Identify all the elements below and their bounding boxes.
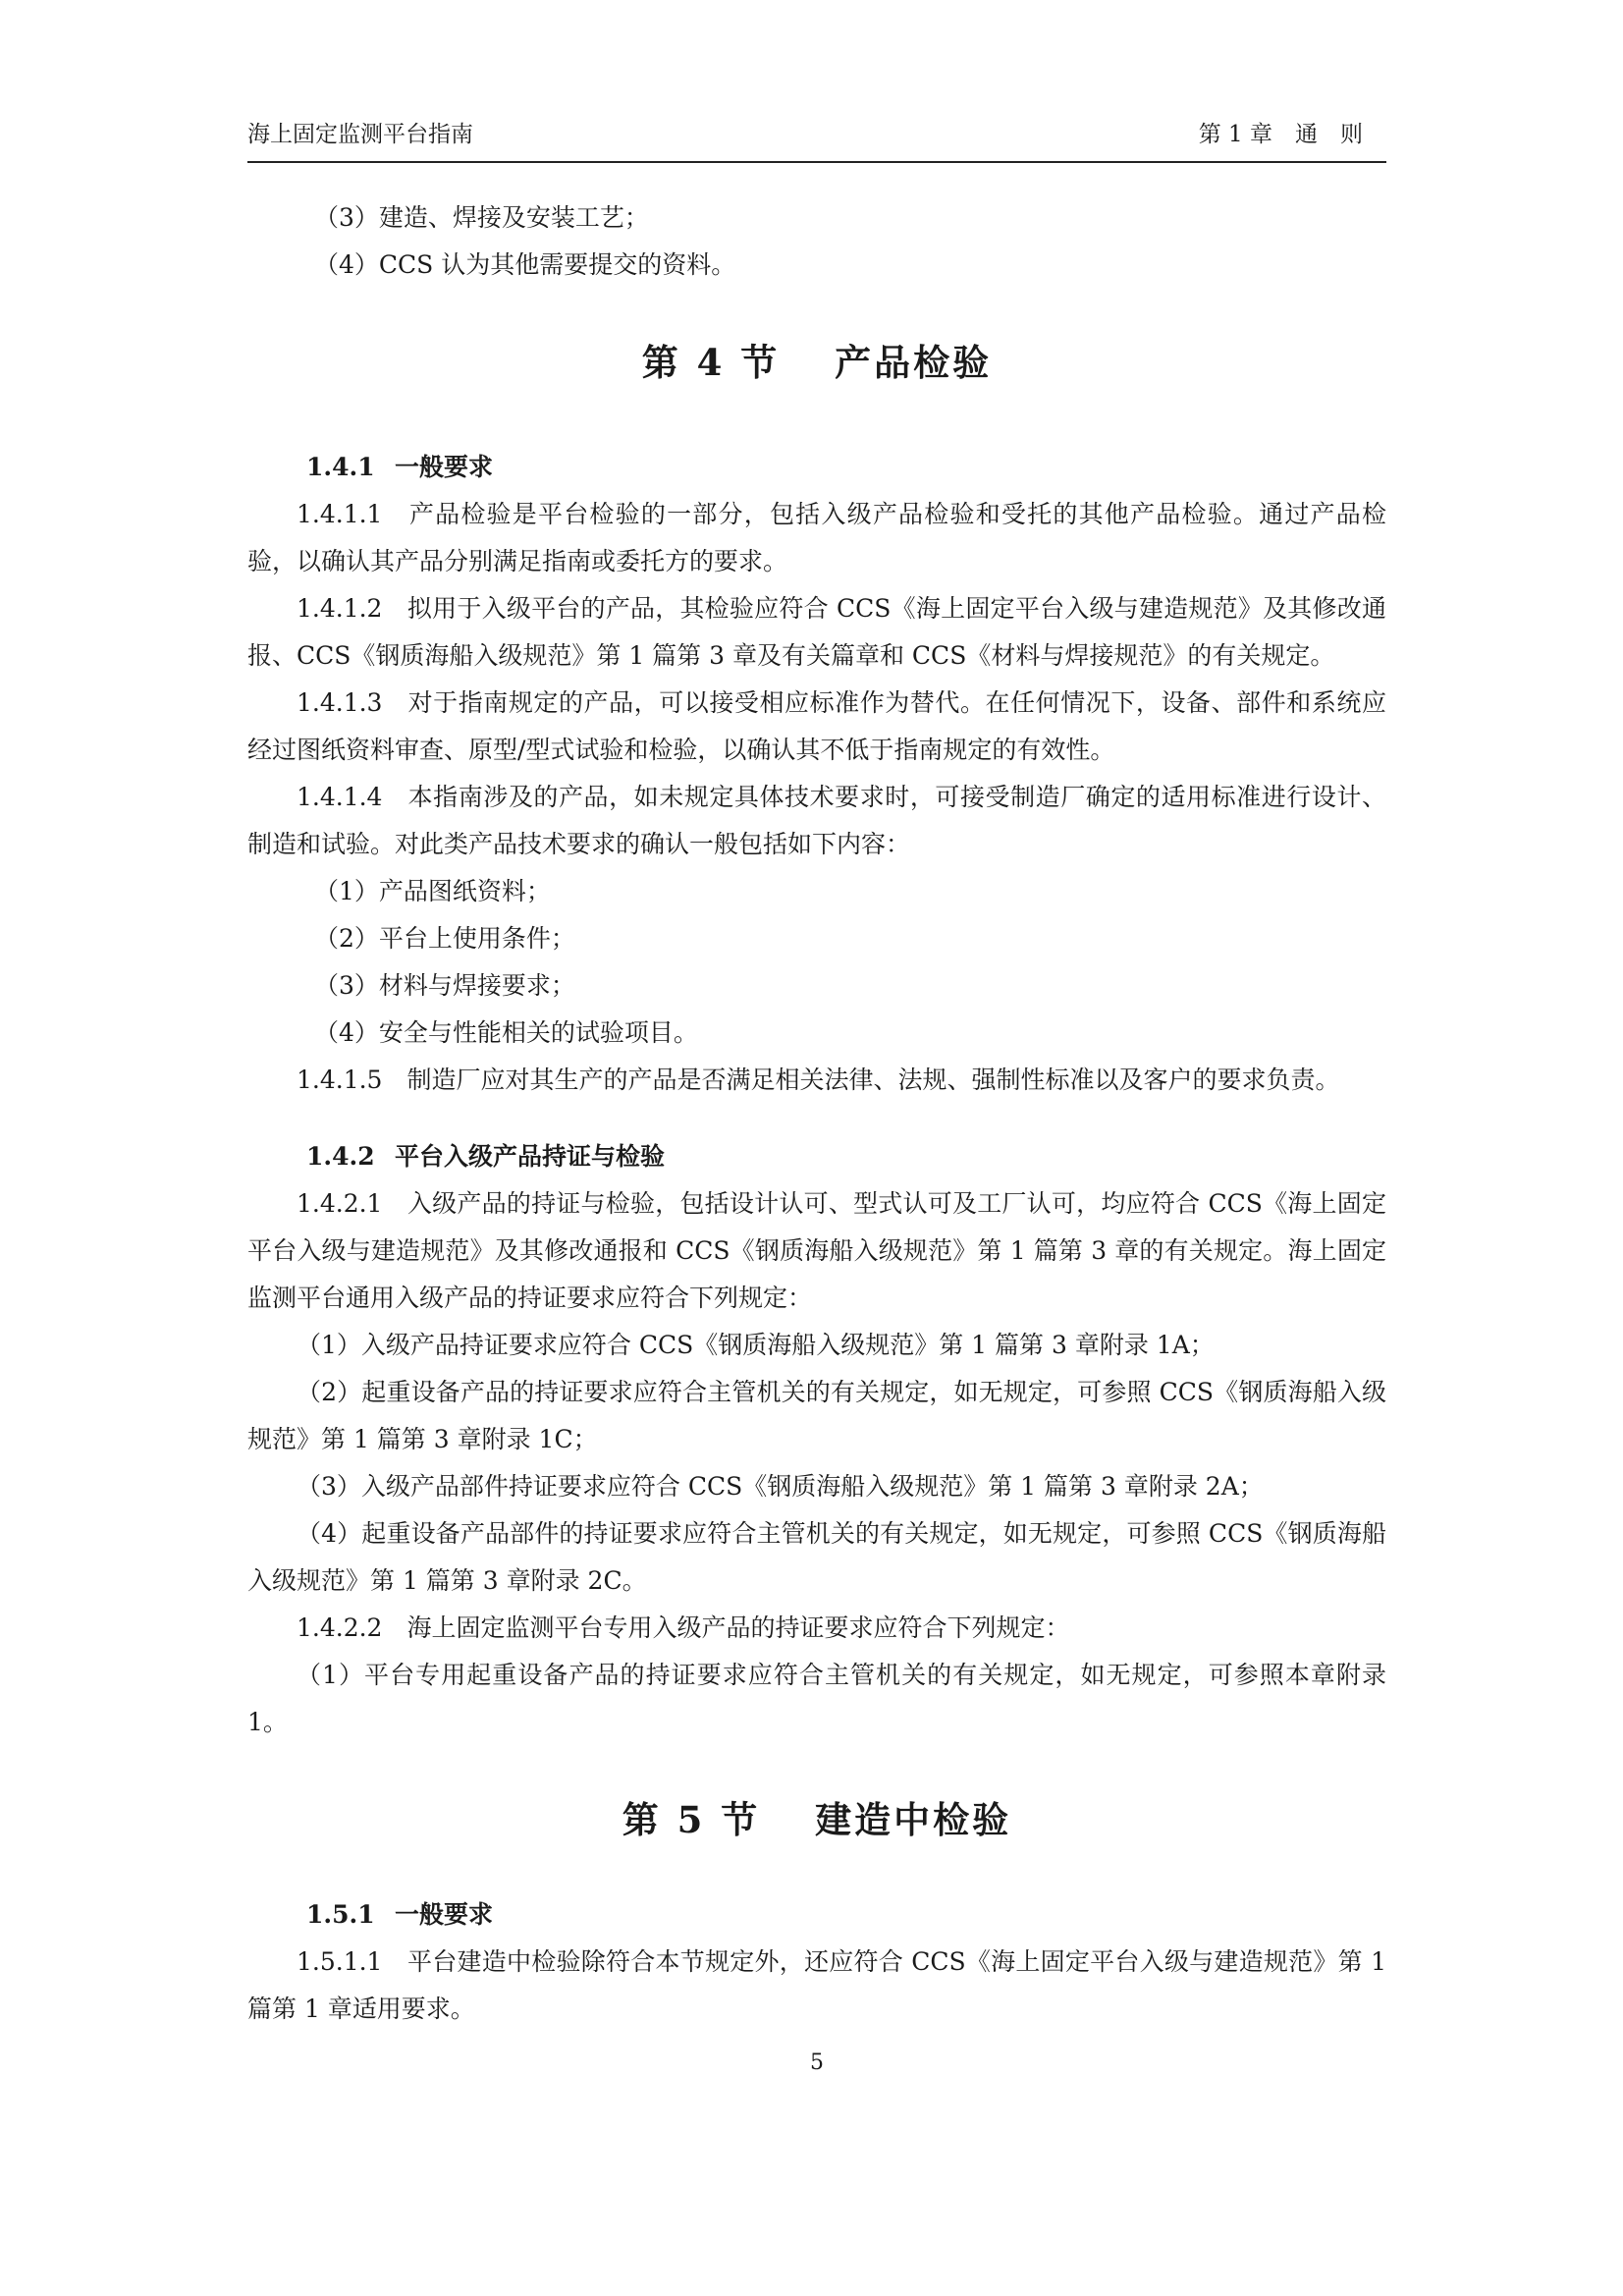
section-4-title: 第 4 节 产品检验 <box>641 341 993 384</box>
list-item: （3）入级产品部件持证要求应符合 CCS《钢质海船入级规范》第 1 篇第 3 章附录 2A； <box>297 1472 1264 1501</box>
clause-1-4-1-heading <box>247 444 1386 491</box>
list-item: （1）入级产品持证要求应符合 CCS《钢质海船入级规范》第 1 篇第 3 章附录 1A； <box>297 1331 1215 1359</box>
page-number: 5 <box>810 2050 824 2075</box>
clause-number: 1.4.2 <box>306 1142 375 1171</box>
clause-number: 1.4.1 <box>306 453 375 481</box>
list-item: （1）平台专用起重设备产品的持证要求应符合主管机关的有关规定，如无规定，可参照本章附录 1。 <box>247 1661 1386 1736</box>
paragraph-1-4-2-1: 1.4.2.1 入级产品的持证与检验，包括设计认可、型式认可及工厂认可，均应符合 CCS《海上固定平台入级与建造规范》及其修改通报和 CCS《钢质海船入级规范》第 1 篇第 3 章的有关规定。海上固定监测平台通用入级产品的持证要求应符合下列规定： <box>247 1189 1386 1312</box>
clause-title: 一般要求 <box>395 453 494 481</box>
list-item: （4）CCS 认为其他需要提交的资料。 <box>314 250 736 279</box>
list-item: （3）材料与焊接要求； <box>314 971 575 1000</box>
section-5-title: 第 5 节 建造中检验 <box>622 1798 1012 1841</box>
paragraph-1-4-1-3: 1.4.1.3 对于指南规定的产品，可以接受相应标准作为替代。在任何情况下，设备、部件和系统应经过图纸资料审查、原型/型式试验和检验，以确认其不低于指南规定的有效性。 <box>247 688 1386 764</box>
clause-number: 1.5.1 <box>306 1900 375 1929</box>
document-page <box>247 0 1386 2296</box>
paragraph-1-4-1-4: 1.4.1.4 本指南涉及的产品，如未规定具体技术要求时，可接受制造厂确定的适用标准进行设计、制造和试验。对此类产品技术要求的确认一般包括如下内容： <box>247 783 1386 858</box>
list-item: （1）产品图纸资料； <box>314 877 551 905</box>
clause-1-5-1-heading <box>247 1891 1386 1939</box>
list-item: （4）起重设备产品部件的持证要求应符合主管机关的有关规定，如无规定，可参照 CCS《钢质海船入级规范》第 1 篇第 3 章附录 2C。 <box>247 1519 1386 1595</box>
list-item: （2）平台上使用条件； <box>314 924 575 953</box>
running-header <box>247 116 1386 163</box>
document-body <box>247 194 1386 2033</box>
list-item: （3）建造、焊接及安装工艺； <box>314 203 649 232</box>
paragraph-1-4-1-1: 1.4.1.1 产品检验是平台检验的一部分，包括入级产品检验和受托的其他产品检验。通过产品检验，以确认其产品分别满足指南或委托方的要求。 <box>247 500 1386 575</box>
paragraph-1-5-1-1: 1.5.1.1 平台建造中检验除符合本节规定外，还应符合 CCS《海上固定平台入级与建造规范》第 1 篇第 1 章适用要求。 <box>247 1947 1386 2023</box>
paragraph-1-4-1-2: 1.4.1.2 拟用于入级平台的产品，其检验应符合 CCS《海上固定平台入级与建造规范》及其修改通报、CCS《钢质海船入级规范》第 1 篇第 3 章及有关篇章和 CCS《材料与焊接规范》的有关规定。 <box>247 594 1387 670</box>
paragraph-1-4-2-2: 1.4.2.2 海上固定监测平台专用入级产品的持证要求应符合下列规定： <box>297 1613 1070 1642</box>
list-item: （2）起重设备产品的持证要求应符合主管机关的有关规定，如无规定，可参照 CCS《钢质海船入级规范》第 1 篇第 3 章附录 1C； <box>247 1378 1386 1453</box>
clause-1-4-2-heading <box>247 1133 1386 1180</box>
clause-title: 一般要求 <box>395 1900 494 1929</box>
header-chapter-title: 第 1 章 通 则 <box>1198 122 1363 147</box>
clause-title: 平台入级产品持证与检验 <box>395 1142 666 1171</box>
clause-spacer <box>247 1104 1386 1133</box>
header-document-title: 海上固定监测平台指南 <box>247 122 473 147</box>
paragraph-1-4-1-5: 1.4.1.5 制造厂应对其生产的产品是否满足相关法律、法规、强制性标准以及客户的要求负责。 <box>297 1066 1340 1094</box>
list-item: （4）安全与性能相关的试验项目。 <box>314 1018 698 1047</box>
